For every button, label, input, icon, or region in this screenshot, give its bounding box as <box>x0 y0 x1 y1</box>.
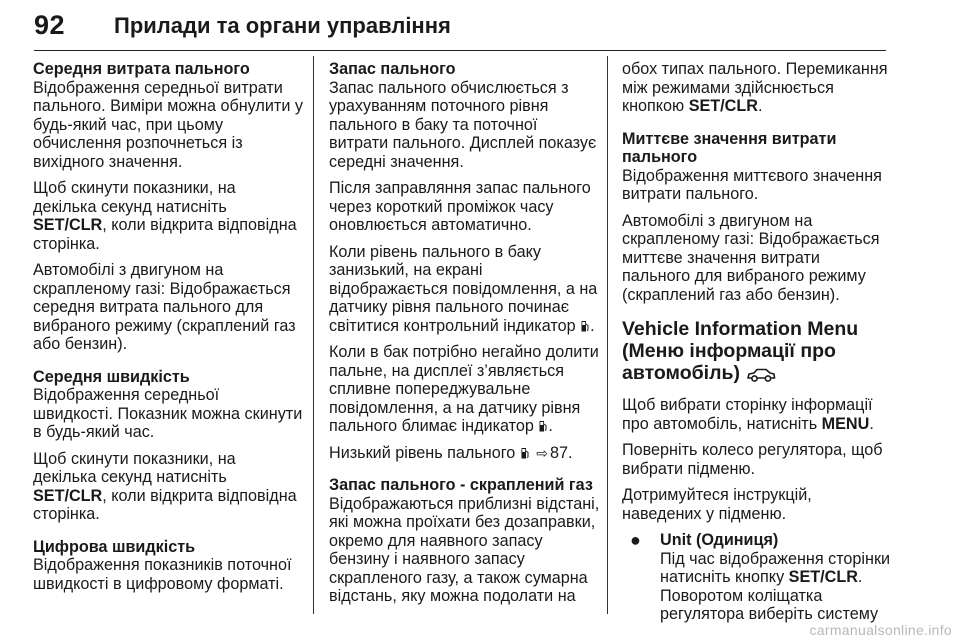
paragraph: Коли в бак потрібно негайно долити пальне, на дисплеї з’являється спливне попереджувальне повідомлення, а на датчику рівня пального блимає індикатор . <box>329 343 599 435</box>
header-rule <box>34 50 886 51</box>
section-heading-average-speed: Середня швидкість <box>33 367 190 386</box>
page-header <box>34 8 886 48</box>
paragraph: Відображення середньої швидкості. Показник можна скинути в будь-який час. <box>33 386 303 441</box>
list-item-title: Unit (Одиниця) <box>660 531 779 549</box>
watermark: carmanualsonline.info <box>809 622 952 638</box>
key-set-clr: SET/CLR <box>688 97 758 115</box>
paragraph: Щоб скинути показники, на декілька секунд натисніть SET/CLR, коли відкрита відповідна сторінка. <box>33 179 297 253</box>
column-2 <box>329 60 601 614</box>
section-heading-fuel-range-lpg: Запас пального - скраплений газ <box>329 476 593 494</box>
car-icon <box>746 367 776 383</box>
bullet-dot: ● <box>630 530 641 550</box>
page-title: Прилади та органи управління <box>114 13 451 38</box>
fuel-pump-icon <box>521 447 529 459</box>
reference-arrow-icon: ⇨ <box>536 444 549 461</box>
column-divider-1 <box>313 56 314 614</box>
fuel-pump-icon <box>539 420 547 432</box>
column-3 <box>622 60 892 626</box>
fuel-pump-icon <box>581 320 589 332</box>
paragraph: Дотримуйтеся інструкцій, наведених у підменю. <box>622 486 812 523</box>
section-heading-digital-speed: Цифрова швидкість <box>33 537 196 556</box>
key-set-clr: SET/CLR <box>788 568 858 586</box>
paragraph: Автомобілі з двигуном на скрапленому газі: Відображається миттєве значення витрати пального для вибраного режиму (скраплений газ або бензин). <box>622 211 880 304</box>
paragraph: Відображення миттєвого значення витрати пального. <box>622 166 882 203</box>
paragraph: Відображення середньої витрати пального. Виміри можна обнулити у будь-який час, при цьому обчислення розпочнеться із вихідного значення. <box>33 78 303 171</box>
paragraph: Відображення показників поточної швидкості в цифровому форматі. <box>33 556 292 593</box>
paragraph: Після заправляння запас пального через короткий проміжок часу оновлюється автоматично. <box>329 179 591 234</box>
column-divider-2 <box>607 56 608 614</box>
list-item-unit <box>622 531 892 624</box>
paragraph: Автомобілі з двигуном на скрапленому газі: Відображається середня витрата пального для вибраного режиму (скраплений газ або бензин). <box>33 261 296 353</box>
section-heading-instant-consumption: Миттєве значення витрати пального <box>622 129 837 166</box>
paragraph: Запас пального обчислюється з урахуванням поточного рівня пального в баку та поточної витрати пального. Дисплей показує середні значення. <box>329 78 597 171</box>
paragraph: Щоб скинути показники, на декілька секунд натисніть SET/CLR, коли відкрита відповідна сторінка. <box>33 449 297 523</box>
paragraph: Низький рівень пального ⇨ 87. <box>329 443 573 462</box>
paragraph: Поверніть колесо регулятора, щоб вибрати підменю. <box>622 441 883 478</box>
key-menu: MENU <box>821 414 870 433</box>
list-item-text: Під час відображення сторінки натисніть кнопку SET/CLR. Поворотом коліщатка регулятора виберіть систему <box>660 549 891 623</box>
paragraph: обох типах пального. Перемикання між режимами здійснюється кнопкою SET/CLR. <box>622 60 888 115</box>
paragraph: Відображаються приблизні відстані, які можна проїхати без дозаправки, окремо для наявного запасу бензину і наявного запасу скрапленого газу, а також сумарна відстань, яку можна подолати на <box>329 494 600 605</box>
section-heading-vehicle-info-menu: Vehicle Information Menu (Меню інформації про автомобіль) <box>622 318 859 384</box>
column-1 <box>33 60 303 601</box>
page-number: 92 <box>34 10 66 40</box>
section-heading-fuel-range: Запас пального <box>329 60 456 78</box>
paragraph: Щоб вибрати сторінку інформації про автомобіль, натисніть MENU. <box>622 396 874 433</box>
key-set-clr: SET/CLR <box>33 486 103 505</box>
paragraph: Коли рівень пального в баку занизький, на екрані відображається повідомлення, а на датчику рівня пального починає світитися контрольний індикатор . <box>329 242 598 335</box>
key-set-clr: SET/CLR <box>33 216 103 234</box>
section-heading-average-fuel: Середня витрата пального <box>33 60 250 78</box>
